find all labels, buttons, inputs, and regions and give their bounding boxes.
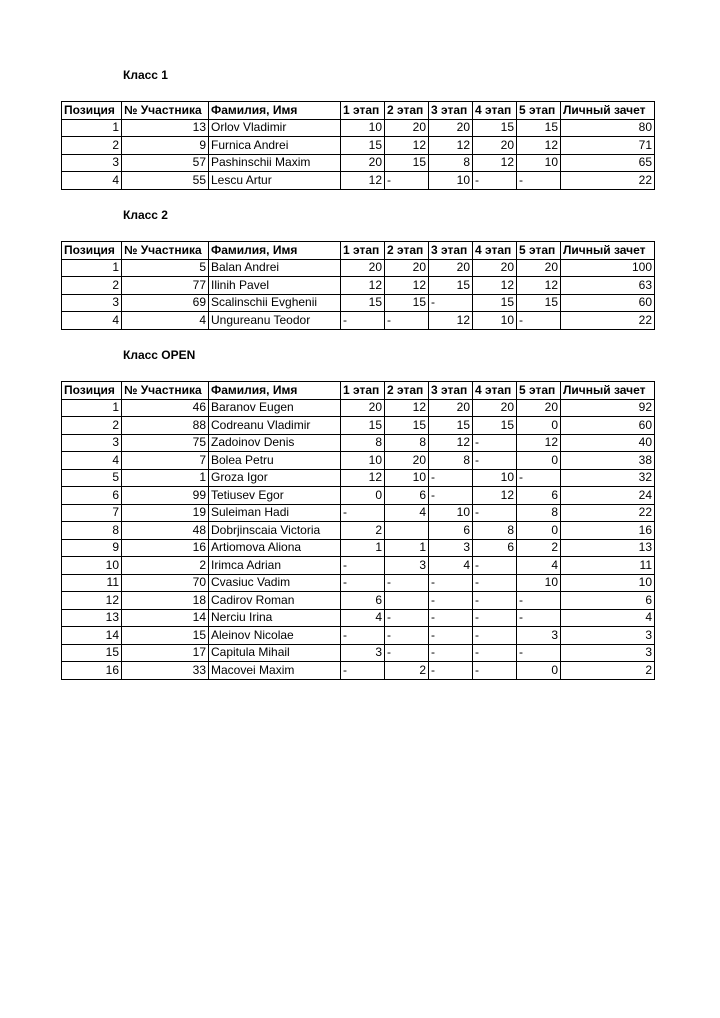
stage-4-cell: 10 xyxy=(473,312,517,330)
name-cell: Codreanu Vladimir xyxy=(209,417,341,435)
table-row xyxy=(62,469,655,487)
stage-3-cell: 4 xyxy=(429,557,473,575)
column-header: 1 этап xyxy=(341,382,385,400)
stage-3-cell: 15 xyxy=(429,417,473,435)
column-header: 5 этап xyxy=(517,102,561,120)
stage-1-cell: 12 xyxy=(341,277,385,295)
stage-3-cell: - xyxy=(429,469,473,487)
stage-5-cell: - xyxy=(517,469,561,487)
participant-number-cell: 77 xyxy=(122,277,209,295)
name-cell: Ungureanu Teodor xyxy=(209,312,341,330)
stage-4-cell: - xyxy=(473,574,517,592)
stage-1-cell: 15 xyxy=(341,137,385,155)
total-score-cell: 22 xyxy=(561,312,655,330)
stage-5-cell: 0 xyxy=(517,662,561,680)
position-cell: 16 xyxy=(62,662,122,680)
column-header: 5 этап xyxy=(517,382,561,400)
stage-2-cell: - xyxy=(385,574,429,592)
total-score-cell: 32 xyxy=(561,469,655,487)
stage-5-cell: 10 xyxy=(517,574,561,592)
name-cell: Baranov Eugen xyxy=(209,399,341,417)
stage-2-cell: 15 xyxy=(385,294,429,312)
column-header: Позиция xyxy=(62,242,122,260)
stage-3-cell: 12 xyxy=(429,434,473,452)
section-title: Класс OPEN xyxy=(123,348,196,362)
stage-2-cell xyxy=(385,592,429,610)
stage-4-cell: - xyxy=(473,609,517,627)
header-row xyxy=(62,382,655,400)
total-score-cell: 22 xyxy=(561,504,655,522)
participant-number-cell: 5 xyxy=(122,259,209,277)
stage-3-cell: - xyxy=(429,627,473,645)
column-header: 5 этап xyxy=(517,242,561,260)
table-row xyxy=(62,259,655,277)
position-cell: 1 xyxy=(62,259,122,277)
stage-4-cell: - xyxy=(473,592,517,610)
total-score-cell: 71 xyxy=(561,137,655,155)
stage-1-cell: 2 xyxy=(341,522,385,540)
table-row xyxy=(62,487,655,505)
stage-2-cell: - xyxy=(385,627,429,645)
header-row xyxy=(62,242,655,260)
stage-1-cell: 20 xyxy=(341,154,385,172)
stage-5-cell: 15 xyxy=(517,119,561,137)
column-header: Позиция xyxy=(62,102,122,120)
position-cell: 2 xyxy=(62,277,122,295)
participant-number-cell: 48 xyxy=(122,522,209,540)
results-table xyxy=(61,241,655,330)
name-cell: Tetiusev Egor xyxy=(209,487,341,505)
participant-number-cell: 70 xyxy=(122,574,209,592)
name-cell: Capitula Mihail xyxy=(209,644,341,662)
position-cell: 4 xyxy=(62,452,122,470)
stage-5-cell: 0 xyxy=(517,417,561,435)
column-header: Фамилия, Имя xyxy=(209,102,341,120)
stage-1-cell: - xyxy=(341,504,385,522)
column-header: 3 этап xyxy=(429,102,473,120)
stage-3-cell: 12 xyxy=(429,312,473,330)
stage-1-cell: 12 xyxy=(341,172,385,190)
table-row xyxy=(62,119,655,137)
name-cell: Orlov Vladimir xyxy=(209,119,341,137)
column-header: 4 этап xyxy=(473,102,517,120)
stage-3-cell: 20 xyxy=(429,119,473,137)
stage-5-cell: 8 xyxy=(517,504,561,522)
participant-number-cell: 19 xyxy=(122,504,209,522)
stage-4-cell: - xyxy=(473,557,517,575)
participant-number-cell: 75 xyxy=(122,434,209,452)
participant-number-cell: 33 xyxy=(122,662,209,680)
table-row xyxy=(62,137,655,155)
position-cell: 2 xyxy=(62,417,122,435)
position-cell: 1 xyxy=(62,119,122,137)
column-header: 1 этап xyxy=(341,242,385,260)
name-cell: Aleinov Nicolae xyxy=(209,627,341,645)
total-score-cell: 24 xyxy=(561,487,655,505)
total-score-cell: 13 xyxy=(561,539,655,557)
participant-number-cell: 16 xyxy=(122,539,209,557)
section-title: Класс 1 xyxy=(123,68,168,82)
stage-2-cell: 20 xyxy=(385,119,429,137)
stage-2-cell: 8 xyxy=(385,434,429,452)
name-cell: Bolea Petru xyxy=(209,452,341,470)
stage-4-cell: - xyxy=(473,172,517,190)
table-row xyxy=(62,574,655,592)
column-header: 2 этап xyxy=(385,382,429,400)
stage-4-cell: 15 xyxy=(473,294,517,312)
stage-4-cell: 10 xyxy=(473,469,517,487)
stage-1-cell: 3 xyxy=(341,644,385,662)
column-header: Личный зачет xyxy=(561,102,655,120)
stage-4-cell: 15 xyxy=(473,417,517,435)
position-cell: 15 xyxy=(62,644,122,662)
position-cell: 10 xyxy=(62,557,122,575)
stage-5-cell: 2 xyxy=(517,539,561,557)
stage-3-cell: 12 xyxy=(429,137,473,155)
stage-1-cell: 0 xyxy=(341,487,385,505)
stage-3-cell: - xyxy=(429,487,473,505)
stage-4-cell: 20 xyxy=(473,137,517,155)
table-row xyxy=(62,627,655,645)
total-score-cell: 6 xyxy=(561,592,655,610)
column-header: 4 этап xyxy=(473,242,517,260)
column-header: 2 этап xyxy=(385,242,429,260)
table-row xyxy=(62,644,655,662)
stage-1-cell: - xyxy=(341,557,385,575)
stage-1-cell: 10 xyxy=(341,119,385,137)
stage-2-cell: - xyxy=(385,312,429,330)
total-score-cell: 100 xyxy=(561,259,655,277)
stage-5-cell: 4 xyxy=(517,557,561,575)
stage-5-cell: 3 xyxy=(517,627,561,645)
stage-2-cell xyxy=(385,522,429,540)
stage-3-cell: - xyxy=(429,294,473,312)
section-title: Класс 2 xyxy=(123,208,168,222)
total-score-cell: 3 xyxy=(561,627,655,645)
stage-3-cell: 6 xyxy=(429,522,473,540)
position-cell: 11 xyxy=(62,574,122,592)
name-cell: Lescu Artur xyxy=(209,172,341,190)
stage-4-cell: 20 xyxy=(473,399,517,417)
stage-4-cell: - xyxy=(473,504,517,522)
position-cell: 3 xyxy=(62,154,122,172)
total-score-cell: 40 xyxy=(561,434,655,452)
table-row xyxy=(62,662,655,680)
stage-4-cell: - xyxy=(473,452,517,470)
position-cell: 4 xyxy=(62,312,122,330)
stage-1-cell: 4 xyxy=(341,609,385,627)
table-row xyxy=(62,172,655,190)
stage-2-cell: 15 xyxy=(385,154,429,172)
stage-5-cell: 12 xyxy=(517,434,561,452)
table-row xyxy=(62,609,655,627)
stage-1-cell: 1 xyxy=(341,539,385,557)
results-table xyxy=(61,381,655,680)
stage-2-cell: 12 xyxy=(385,277,429,295)
stage-5-cell: 20 xyxy=(517,259,561,277)
table-row xyxy=(62,434,655,452)
stage-4-cell: 12 xyxy=(473,277,517,295)
stage-2-cell: 15 xyxy=(385,417,429,435)
stage-3-cell: 15 xyxy=(429,277,473,295)
name-cell: Irimca Adrian xyxy=(209,557,341,575)
stage-2-cell: 3 xyxy=(385,557,429,575)
stage-3-cell: 8 xyxy=(429,154,473,172)
stage-5-cell: 12 xyxy=(517,137,561,155)
stage-1-cell: 15 xyxy=(341,294,385,312)
total-score-cell: 2 xyxy=(561,662,655,680)
table-row xyxy=(62,504,655,522)
stage-5-cell: - xyxy=(517,592,561,610)
position-cell: 2 xyxy=(62,137,122,155)
stage-4-cell: - xyxy=(473,627,517,645)
table-row xyxy=(62,294,655,312)
participant-number-cell: 2 xyxy=(122,557,209,575)
stage-2-cell: 20 xyxy=(385,259,429,277)
name-cell: Artiomova Aliona xyxy=(209,539,341,557)
stage-3-cell: - xyxy=(429,592,473,610)
stage-5-cell: - xyxy=(517,609,561,627)
participant-number-cell: 17 xyxy=(122,644,209,662)
stage-1-cell: 6 xyxy=(341,592,385,610)
stage-3-cell: 3 xyxy=(429,539,473,557)
participant-number-cell: 13 xyxy=(122,119,209,137)
stage-5-cell: - xyxy=(517,312,561,330)
stage-2-cell: 20 xyxy=(385,452,429,470)
name-cell: Scalinschii Evghenii xyxy=(209,294,341,312)
participant-number-cell: 9 xyxy=(122,137,209,155)
stage-3-cell: - xyxy=(429,644,473,662)
stage-2-cell: 10 xyxy=(385,469,429,487)
position-cell: 12 xyxy=(62,592,122,610)
stage-3-cell: 20 xyxy=(429,259,473,277)
column-header: 3 этап xyxy=(429,242,473,260)
position-cell: 6 xyxy=(62,487,122,505)
participant-number-cell: 4 xyxy=(122,312,209,330)
column-header: № Участника xyxy=(122,102,209,120)
total-score-cell: 10 xyxy=(561,574,655,592)
stage-1-cell: - xyxy=(341,662,385,680)
column-header: 3 этап xyxy=(429,382,473,400)
stage-3-cell: - xyxy=(429,662,473,680)
participant-number-cell: 15 xyxy=(122,627,209,645)
results-table xyxy=(61,101,655,190)
name-cell: Ilinih Pavel xyxy=(209,277,341,295)
total-score-cell: 4 xyxy=(561,609,655,627)
stage-1-cell: 12 xyxy=(341,469,385,487)
name-cell: Dobrjinscaia Victoria xyxy=(209,522,341,540)
stage-4-cell: - xyxy=(473,434,517,452)
participant-number-cell: 88 xyxy=(122,417,209,435)
name-cell: Groza Igor xyxy=(209,469,341,487)
participant-number-cell: 7 xyxy=(122,452,209,470)
column-header: Личный зачет xyxy=(561,382,655,400)
stage-5-cell: 0 xyxy=(517,452,561,470)
column-header: 2 этап xyxy=(385,102,429,120)
stage-3-cell: 20 xyxy=(429,399,473,417)
table-row xyxy=(62,539,655,557)
stage-1-cell: 10 xyxy=(341,452,385,470)
stage-4-cell: - xyxy=(473,662,517,680)
stage-5-cell: 15 xyxy=(517,294,561,312)
table-row xyxy=(62,154,655,172)
name-cell: Furnica Andrei xyxy=(209,137,341,155)
position-cell: 1 xyxy=(62,399,122,417)
name-cell: Balan Andrei xyxy=(209,259,341,277)
stage-5-cell: 12 xyxy=(517,277,561,295)
table-row xyxy=(62,399,655,417)
position-cell: 4 xyxy=(62,172,122,190)
column-header: Личный зачет xyxy=(561,242,655,260)
table-row xyxy=(62,452,655,470)
name-cell: Pashinschii Maxim xyxy=(209,154,341,172)
column-header: Позиция xyxy=(62,382,122,400)
position-cell: 7 xyxy=(62,504,122,522)
total-score-cell: 60 xyxy=(561,417,655,435)
stage-1-cell: 8 xyxy=(341,434,385,452)
column-header: № Участника xyxy=(122,242,209,260)
total-score-cell: 38 xyxy=(561,452,655,470)
total-score-cell: 92 xyxy=(561,399,655,417)
stage-2-cell: - xyxy=(385,644,429,662)
stage-1-cell: - xyxy=(341,627,385,645)
position-cell: 8 xyxy=(62,522,122,540)
participant-number-cell: 18 xyxy=(122,592,209,610)
table-row xyxy=(62,592,655,610)
stage-1-cell: 15 xyxy=(341,417,385,435)
stage-1-cell: 20 xyxy=(341,259,385,277)
participant-number-cell: 14 xyxy=(122,609,209,627)
stage-3-cell: 10 xyxy=(429,172,473,190)
column-header: 1 этап xyxy=(341,102,385,120)
participant-number-cell: 55 xyxy=(122,172,209,190)
total-score-cell: 65 xyxy=(561,154,655,172)
stage-4-cell: 15 xyxy=(473,119,517,137)
stage-3-cell: 10 xyxy=(429,504,473,522)
stage-5-cell: 10 xyxy=(517,154,561,172)
stage-3-cell: - xyxy=(429,574,473,592)
table-row xyxy=(62,557,655,575)
stage-2-cell: 12 xyxy=(385,137,429,155)
total-score-cell: 3 xyxy=(561,644,655,662)
stage-4-cell: 8 xyxy=(473,522,517,540)
name-cell: Nerciu Irina xyxy=(209,609,341,627)
participant-number-cell: 57 xyxy=(122,154,209,172)
position-cell: 3 xyxy=(62,294,122,312)
stage-2-cell: 6 xyxy=(385,487,429,505)
column-header: 4 этап xyxy=(473,382,517,400)
position-cell: 9 xyxy=(62,539,122,557)
stage-1-cell: 20 xyxy=(341,399,385,417)
total-score-cell: 80 xyxy=(561,119,655,137)
position-cell: 5 xyxy=(62,469,122,487)
name-cell: Cvasiuc Vadim xyxy=(209,574,341,592)
stage-5-cell: - xyxy=(517,644,561,662)
participant-number-cell: 46 xyxy=(122,399,209,417)
stage-2-cell: - xyxy=(385,172,429,190)
stage-1-cell: - xyxy=(341,312,385,330)
stage-4-cell: 20 xyxy=(473,259,517,277)
position-cell: 13 xyxy=(62,609,122,627)
participant-number-cell: 99 xyxy=(122,487,209,505)
stage-1-cell: - xyxy=(341,574,385,592)
position-cell: 3 xyxy=(62,434,122,452)
stage-3-cell: - xyxy=(429,609,473,627)
total-score-cell: 63 xyxy=(561,277,655,295)
stage-5-cell: 20 xyxy=(517,399,561,417)
column-header: Фамилия, Имя xyxy=(209,242,341,260)
total-score-cell: 16 xyxy=(561,522,655,540)
table-row xyxy=(62,312,655,330)
total-score-cell: 22 xyxy=(561,172,655,190)
participant-number-cell: 69 xyxy=(122,294,209,312)
total-score-cell: 60 xyxy=(561,294,655,312)
column-header: Фамилия, Имя xyxy=(209,382,341,400)
stage-5-cell: 0 xyxy=(517,522,561,540)
stage-2-cell: 12 xyxy=(385,399,429,417)
position-cell: 14 xyxy=(62,627,122,645)
stage-5-cell: 6 xyxy=(517,487,561,505)
header-row xyxy=(62,102,655,120)
participant-number-cell: 1 xyxy=(122,469,209,487)
stage-4-cell: 12 xyxy=(473,154,517,172)
stage-2-cell: 1 xyxy=(385,539,429,557)
stage-5-cell: - xyxy=(517,172,561,190)
stage-4-cell: 6 xyxy=(473,539,517,557)
name-cell: Zadoinov Denis xyxy=(209,434,341,452)
stage-3-cell: 8 xyxy=(429,452,473,470)
table-row xyxy=(62,277,655,295)
name-cell: Macovei Maxim xyxy=(209,662,341,680)
table-row xyxy=(62,522,655,540)
stage-4-cell: - xyxy=(473,644,517,662)
column-header: № Участника xyxy=(122,382,209,400)
total-score-cell: 11 xyxy=(561,557,655,575)
table-row xyxy=(62,417,655,435)
stage-4-cell: 12 xyxy=(473,487,517,505)
stage-2-cell: 2 xyxy=(385,662,429,680)
name-cell: Suleiman Hadi xyxy=(209,504,341,522)
stage-2-cell: 4 xyxy=(385,504,429,522)
name-cell: Cadirov Roman xyxy=(209,592,341,610)
stage-2-cell: - xyxy=(385,609,429,627)
